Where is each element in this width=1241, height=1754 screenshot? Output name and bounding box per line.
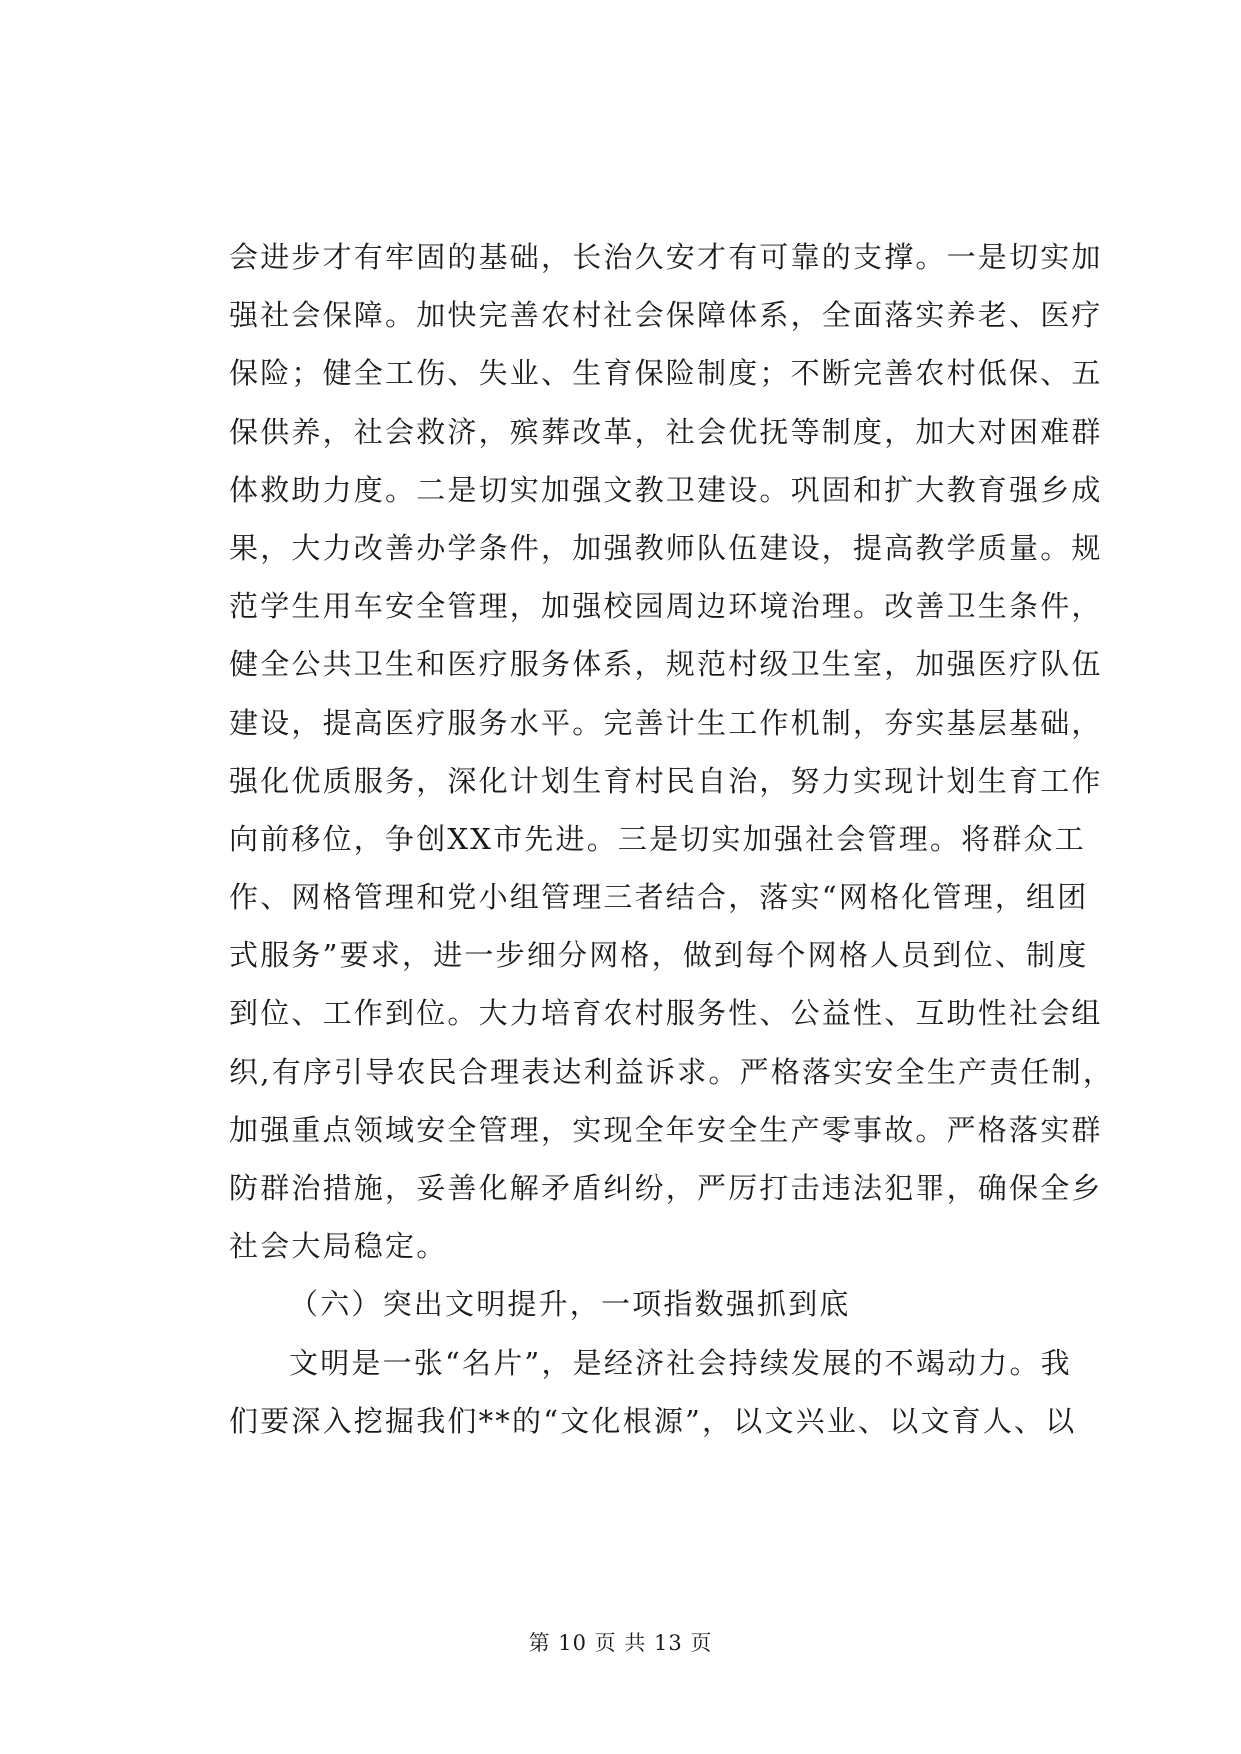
text-line: 织,有序引导农民合理表达利益诉求。严格落实安全生产责任制， [229,1054,1115,1089]
text-line: 加强重点领域安全管理，实现全年安全生产零事故。严格落实群 [229,1112,1103,1147]
text-line: 健全公共卫生和医疗服务体系，规范村级卫生室，加强医疗队伍 [229,647,1103,682]
text-line: 作、网格管理和党小组管理三者结合，落实“网格化管理，组团 [229,880,1089,915]
text-line: 强社会保障。加快完善农村社会保障体系，全面落实养老、医疗 [229,298,1103,333]
section-heading: （六）突出文明提升，一项指数强抓到底 [289,1287,851,1322]
text-line: 式服务”要求，进一步细分网格，做到每个网格人员到位、制度 [229,938,1089,973]
document-body [229,228,1115,1450]
text-line: 到位、工作到位。大力培育农村服务性、公益性、互助性社会组 [229,996,1103,1031]
text-line: 体救助力度。二是切实加强文教卫建设。巩固和扩大教育强乡成 [229,472,1103,507]
text-line: 范学生用车安全管理，加强校园周边环境治理。改善卫生条件， [229,589,1103,624]
text-line: 果，大力改善办学条件，加强教师队伍建设，提高教学质量。规 [229,530,1103,565]
text-line: 建设，提高医疗服务水平。完善计生工作机制，夯实基层基础， [229,705,1103,740]
text-line: 们要深入挖掘我们**的“文化根源”，以文兴业、以文育人、以 [229,1403,1077,1438]
text-line: 会进步才有牢固的基础，长治久安才有可靠的支撑。一是切实加 [229,240,1103,274]
text-line: 保供养，社会救济，殡葬改革，社会优抚等制度，加大对困难群 [229,414,1103,449]
text-line: 社会大局稳定。 [229,1229,448,1264]
text-line: 防群治措施，妥善化解矛盾纠纷，严厉打击违法犯罪，确保全乡 [229,1171,1103,1205]
text-line: 向前移位，争创XX市先进。三是切实加强社会管理。将群众工 [229,821,1086,856]
text-line: 文明是一张“名片”，是经济社会持续发展的不竭动力。我 [289,1345,1072,1380]
text-line: 强化优质服务，深化计划生育村民自治，努力实现计划生育工作 [229,763,1103,798]
text-line: 保险；健全工伤、失业、生育保险制度；不断完善农村低保、五 [229,356,1103,391]
page-number-footer: 第 10 页 共 13 页 [528,1631,713,1655]
